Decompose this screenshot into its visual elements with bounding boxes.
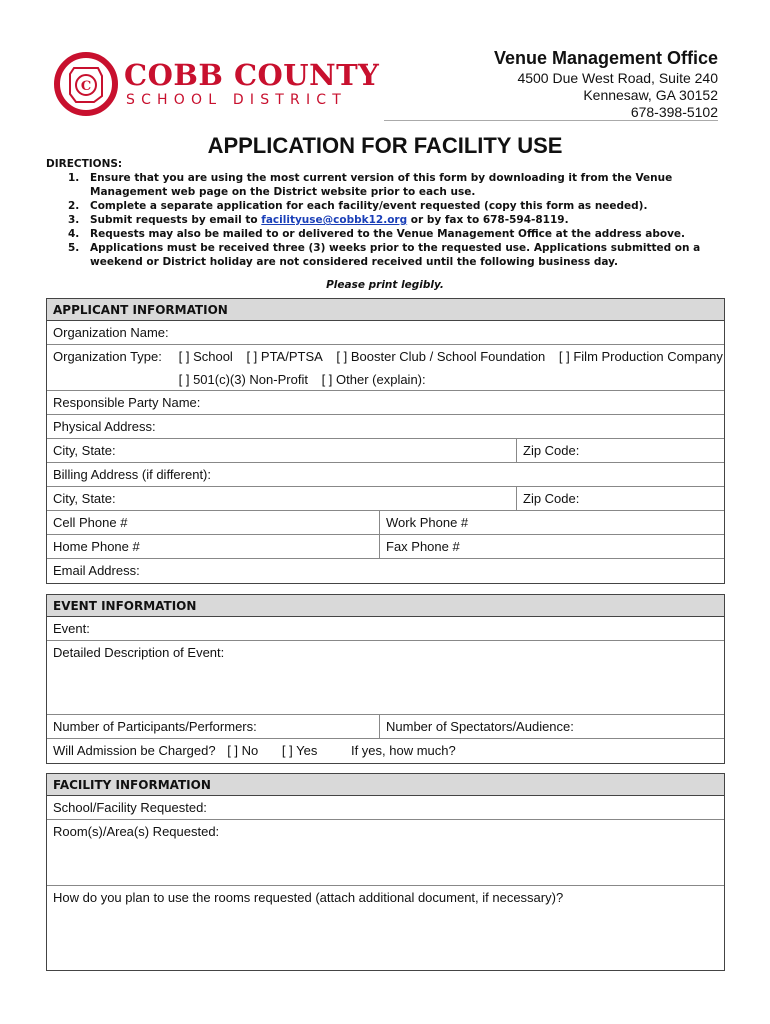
cell-phone-label[interactable]: Cell Phone # [53,515,128,530]
home-phone-label[interactable]: Home Phone # [53,539,140,554]
admission-yes-option[interactable]: [ ] Yes [281,743,318,758]
applicant-heading: APPLICANT INFORMATION [47,299,724,321]
logo-subtitle: SCHOOL DISTRICT [126,92,348,108]
district-seal-icon [54,52,118,116]
school-row[interactable] [47,796,724,820]
billing-row[interactable] [47,463,724,487]
zip-label-2[interactable]: Zip Code: [516,487,724,510]
event-row[interactable] [47,617,724,641]
email-label: Email Address: [53,563,140,578]
option-school[interactable]: [ ] School [178,349,233,364]
option-nonprofit[interactable]: [ ] 501(c)(3) Non-Profit [178,372,308,387]
physical-row[interactable] [47,415,724,439]
city-state-label-2[interactable]: City, State: [53,491,116,506]
directions [46,157,736,269]
office-phone: 678-398-5102 [630,104,718,120]
facility-section [46,773,725,971]
email-link[interactable]: facilityuse@cobbk12.org [261,214,408,226]
work-phone-label[interactable]: Work Phone # [379,511,724,534]
district-logo [54,52,380,116]
office-address-line1: 4500 Due West Road, Suite 240 [517,70,718,86]
direction-item: 4. Requests may also be mailed to or delivered to the Venue Management Office at the address above. [68,228,686,240]
billing-label: Billing Address (if different): [53,467,211,482]
seal-letter: C [80,79,92,94]
direction-item: 5. Applications must be received three (3) weeks prior to the requested use. Applications submitted on a weekend or District holiday are not considered received until the following business day. [68,242,701,268]
logo-name: COBB COUNTY [124,58,380,92]
responsible-row[interactable] [47,391,724,415]
how-much-label: If yes, how much? [350,743,456,758]
office-info [388,46,718,121]
participants-label[interactable]: Number of Participants/Performers: [53,719,257,734]
org-name-row[interactable] [47,321,724,345]
zip-label[interactable]: Zip Code: [516,439,724,462]
directions-heading: DIRECTIONS: [46,158,123,170]
phone-row-1 [47,511,724,535]
applicant-section [46,298,725,584]
plan-label: How do you plan to use the rooms requested (attach additional document, if necessary)? [53,890,564,905]
direction-item: 2. Complete a separate application for each facility/event requested (copy this form as needed). [68,200,648,212]
phone-row-2 [47,535,724,559]
physical-label: Physical Address: [53,419,156,434]
rooms-row[interactable] [47,820,724,886]
school-label: School/Facility Requested: [53,800,207,815]
event-section [46,594,725,764]
city-state-row-2 [47,487,724,511]
admission-label: Will Admission be Charged? [53,743,216,758]
office-address-line2: Kennesaw, GA 30152 [583,87,718,103]
description-label: Detailed Description of Event: [53,645,225,660]
city-state-label[interactable]: City, State: [53,443,116,458]
rooms-label: Room(s)/Area(s) Requested: [53,824,220,839]
print-note: Please print legibly. [326,279,444,291]
facility-heading: FACILITY INFORMATION [47,774,724,796]
option-film[interactable]: [ ] Film Production Company [558,349,723,364]
form-title: APPLICATION FOR FACILITY USE [207,133,563,158]
option-pta[interactable]: [ ] PTA/PTSA [246,349,323,364]
spectators-label[interactable]: Number of Spectators/Audience: [379,715,724,738]
fax-phone-label[interactable]: Fax Phone # [379,535,724,558]
header-divider [384,120,718,121]
org-type-row [47,345,724,391]
responsible-label: Responsible Party Name: [53,395,201,410]
plan-row[interactable] [47,886,724,970]
direction-item: 1. Ensure that you are using the most current version of this form by downloading it from the Venue Management web page on the District website prior to each use. [68,172,673,198]
office-title: Venue Management Office [493,48,718,68]
city-state-row [47,439,724,463]
option-booster[interactable]: [ ] Booster Club / School Foundation [336,349,546,364]
attendance-row [47,715,724,739]
admission-row [47,739,724,763]
event-label: Event: [53,621,90,636]
direction-item: 3. Submit requests by email to facilityuse@cobbk12.org or by fax to 678-594-8119. [68,214,569,226]
email-row[interactable] [47,559,724,583]
option-other[interactable]: [ ] Other (explain): [321,372,426,387]
org-name-label: Organization Name: [53,325,169,340]
event-heading: EVENT INFORMATION [47,595,724,617]
org-type-label: Organization Type: [53,349,162,364]
admission-no-option[interactable]: [ ] No [227,743,259,758]
description-row[interactable] [47,641,724,715]
